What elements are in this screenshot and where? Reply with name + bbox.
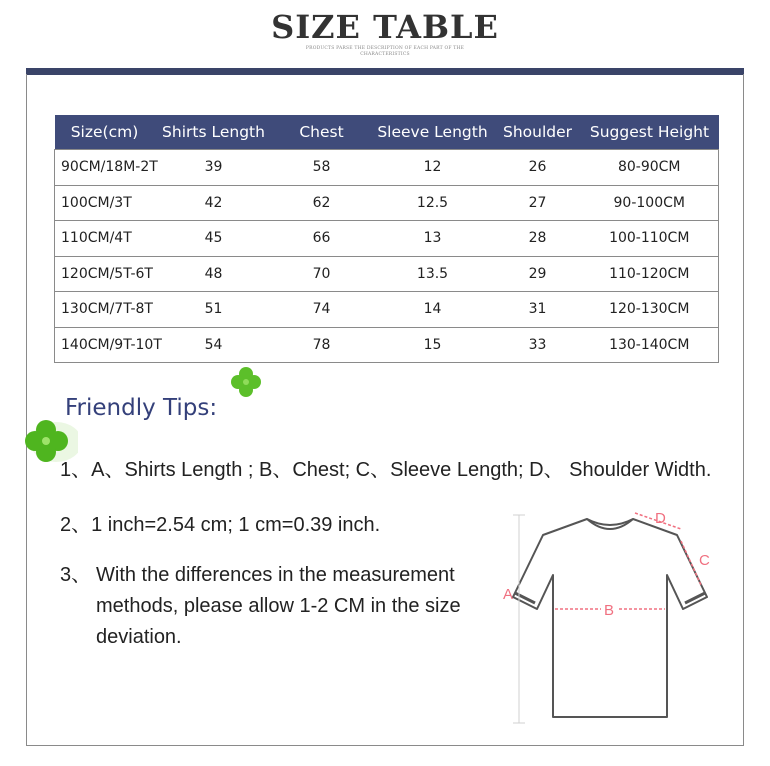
table-row [55, 327, 719, 363]
label-a: A [503, 586, 514, 603]
tip-item-3-text: With the differences in the measurement methods, please allow 1-2 CM in the size deviation. [96, 564, 461, 648]
cell-suggest-height: 120-130CM [581, 292, 719, 328]
tshirt-diagram [495, 505, 725, 730]
cell-suggest-height: 90-100CM [581, 185, 719, 221]
label-b: B [604, 602, 615, 619]
cell-sleeve-length: 14 [371, 292, 495, 328]
cell-shoulder: 28 [495, 221, 581, 257]
table-row [55, 221, 719, 257]
header-size: Size(cm) [55, 115, 155, 150]
page-subtitle: PRODUCTS PARSE THE DESCRIPTION OF EACH PART OF THE CHARACTERISTICS [305, 46, 465, 57]
cell-size: 110CM/4T [55, 221, 155, 257]
header-shoulder: Shoulder [495, 115, 581, 150]
table-row [55, 185, 719, 221]
size-table [54, 115, 719, 363]
header-sleeve-length: Sleeve Length [371, 115, 495, 150]
cell-chest: 74 [273, 292, 371, 328]
cell-size: 130CM/7T-8T [55, 292, 155, 328]
cell-suggest-height: 130-140CM [581, 327, 719, 363]
clover-icon [228, 364, 264, 400]
cell-shirts-length: 39 [155, 150, 273, 186]
cell-size: 140CM/9T-10T [55, 327, 155, 363]
page-title: SIZE TABLE [271, 8, 499, 46]
cell-shoulder: 27 [495, 185, 581, 221]
cell-sleeve-length: 15 [371, 327, 495, 363]
table-header-row [55, 115, 719, 150]
cell-shirts-length: 51 [155, 292, 273, 328]
label-d: D [655, 510, 666, 527]
tip-item-3-number: 3、 [60, 564, 92, 586]
cell-shoulder: 29 [495, 256, 581, 292]
tip-item-2: 2、1 inch=2.54 cm; 1 cm=0.39 inch. [60, 514, 381, 536]
cell-size: 120CM/5T-6T [55, 256, 155, 292]
cell-chest: 66 [273, 221, 371, 257]
header-suggest-height: Suggest Height [581, 115, 719, 150]
cell-suggest-height: 110-120CM [581, 256, 719, 292]
cell-suggest-height: 100-110CM [581, 221, 719, 257]
cell-sleeve-length: 12.5 [371, 185, 495, 221]
table-row [55, 150, 719, 186]
cell-sleeve-length: 13.5 [371, 256, 495, 292]
cell-shirts-length: 48 [155, 256, 273, 292]
label-c: C [699, 552, 710, 569]
cell-shirts-length: 45 [155, 221, 273, 257]
tips-title: Friendly Tips: [65, 395, 218, 421]
cell-sleeve-length: 13 [371, 221, 495, 257]
cell-size: 100CM/3T [55, 185, 155, 221]
cell-chest: 62 [273, 185, 371, 221]
tip-item-1: 1、A、Shirts Length ; B、Chest; C、Sleeve Length; D、 Shoulder Width. [60, 459, 712, 481]
header-shirts-length: Shirts Length [155, 115, 273, 150]
cell-size: 90CM/18M-2T [55, 150, 155, 186]
cell-chest: 78 [273, 327, 371, 363]
cell-shoulder: 31 [495, 292, 581, 328]
cell-sleeve-length: 12 [371, 150, 495, 186]
cell-shirts-length: 54 [155, 327, 273, 363]
cell-chest: 58 [273, 150, 371, 186]
cell-shirts-length: 42 [155, 185, 273, 221]
cell-suggest-height: 80-90CM [581, 150, 719, 186]
table-row [55, 256, 719, 292]
cell-shoulder: 33 [495, 327, 581, 363]
header-chest: Chest [273, 115, 371, 150]
table-row [55, 292, 719, 328]
cell-shoulder: 26 [495, 150, 581, 186]
cell-chest: 70 [273, 256, 371, 292]
